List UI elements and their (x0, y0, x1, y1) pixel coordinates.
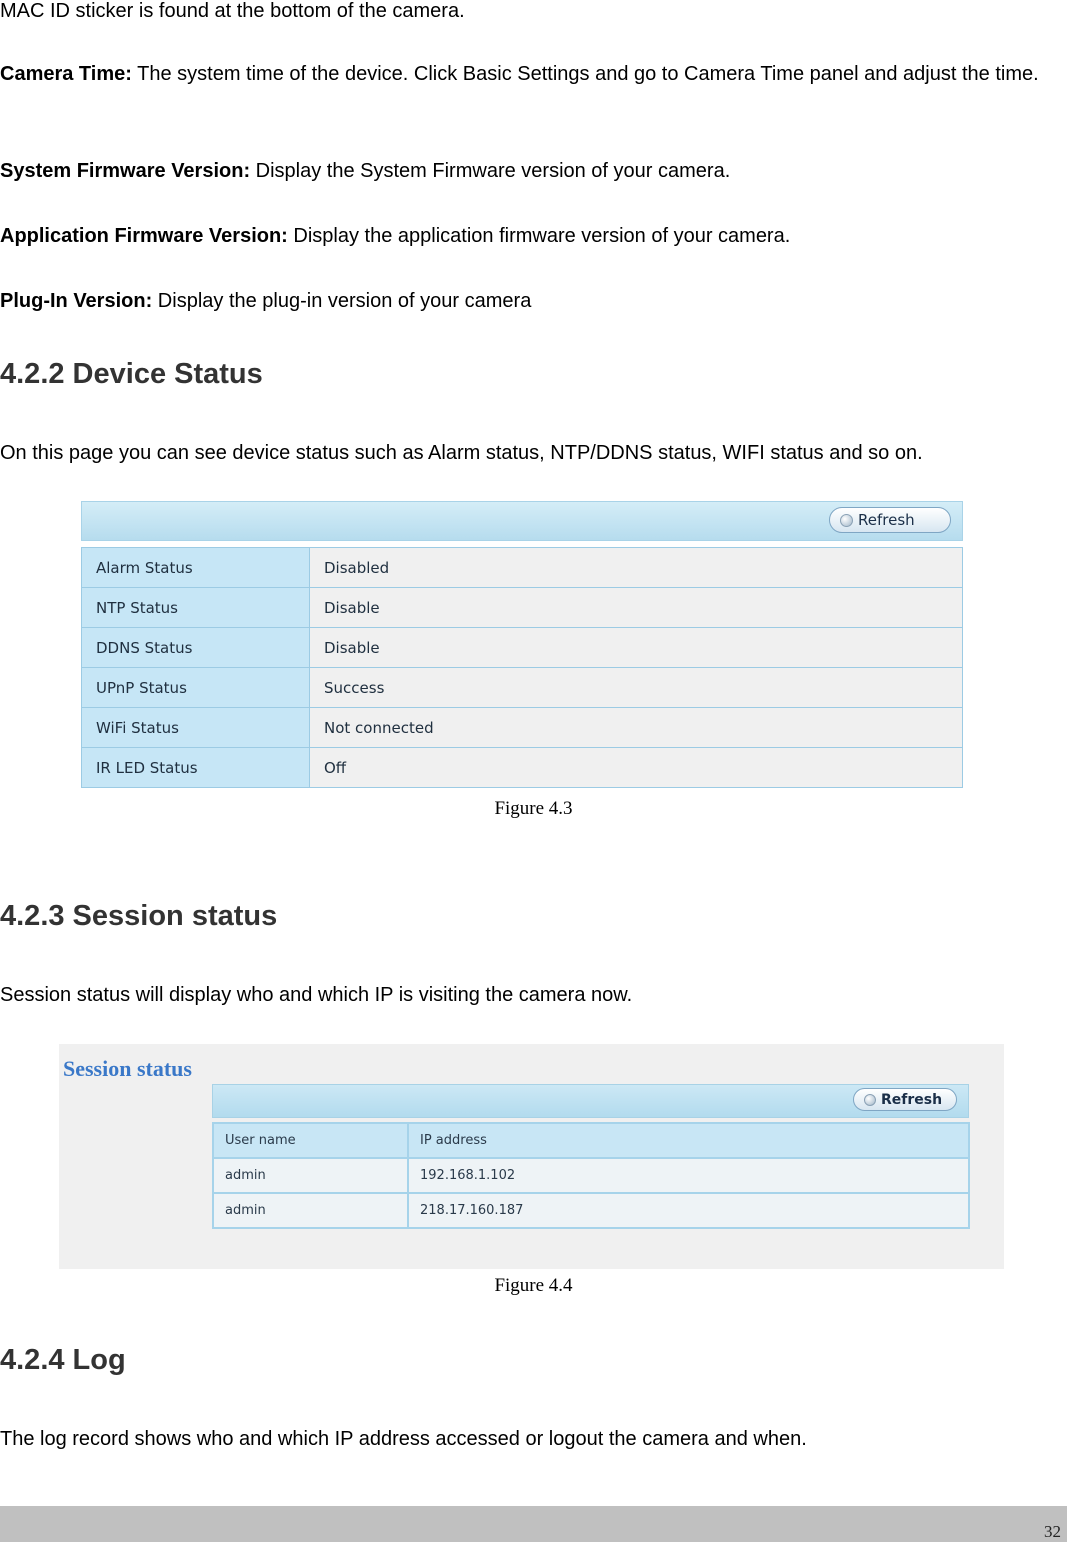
status-value: Off (310, 748, 963, 788)
table-row (82, 588, 963, 628)
refresh-button[interactable] (853, 1088, 957, 1111)
figure-caption: Figure 4.3 (494, 798, 573, 819)
status-label: IR LED Status (82, 748, 310, 788)
system-firmware-paragraph (0, 154, 1067, 188)
table-row (82, 668, 963, 708)
session-status-heading: 4.2.3 Session status (0, 900, 278, 932)
app-firmware-label: Application Firmware Version: (0, 225, 288, 247)
status-label: WiFi Status (82, 708, 310, 748)
session-status-paragraph: Session status will display who and which IP is visiting the camera now. (0, 984, 633, 1006)
device-status-figure (81, 501, 981, 793)
status-value: Not connected (310, 708, 963, 748)
session-status-figure (59, 1044, 1004, 1269)
user-name-cell: admin (213, 1158, 408, 1193)
camera-time-label: Camera Time: (0, 63, 132, 85)
app-firmware-text: Display the application firmware version of your camera. (287, 225, 791, 247)
status-value: Disable (310, 588, 963, 628)
device-status-table (81, 547, 963, 788)
status-label: NTP Status (82, 588, 310, 628)
column-header-user-name: User name (213, 1123, 408, 1158)
refresh-button[interactable] (829, 507, 951, 533)
ip-address-cell: 192.168.1.102 (408, 1158, 969, 1193)
table-row (82, 708, 963, 748)
app-firmware-paragraph (0, 219, 1067, 253)
page-number: 32 (1044, 1522, 1061, 1541)
status-value: Disable (310, 628, 963, 668)
status-label: Alarm Status (82, 548, 310, 588)
user-name-cell: admin (213, 1193, 408, 1228)
figure-caption: Figure 4.4 (494, 1275, 573, 1296)
refresh-button-label: Refresh (858, 511, 915, 529)
session-status-title: Session status (63, 1056, 192, 1081)
page-footer (0, 1506, 1067, 1542)
device-status-paragraph: On this page you can see device status such as Alarm status, NTP/DDNS status, WIFI status and so on. (0, 442, 923, 464)
log-heading: 4.2.4 Log (0, 1344, 126, 1376)
refresh-icon (864, 1094, 876, 1106)
refresh-button-label: Refresh (881, 1091, 943, 1108)
camera-time-paragraph (0, 57, 1067, 91)
plugin-text: Display the plug-in version of your camera (152, 290, 532, 312)
status-label: UPnP Status (82, 668, 310, 708)
table-row (82, 628, 963, 668)
status-value: Success (310, 668, 963, 708)
table-row (213, 1193, 969, 1228)
table-row (82, 548, 963, 588)
table-row (82, 748, 963, 788)
status-label: DDNS Status (82, 628, 310, 668)
system-firmware-label: System Firmware Version: (0, 160, 251, 182)
intro-paragraph: MAC ID sticker is found at the bottom of the camera. (0, 0, 465, 22)
system-firmware-text: Display the System Firmware version of your camera. (250, 160, 731, 182)
table-header-row (213, 1123, 969, 1158)
session-table (212, 1122, 970, 1229)
ip-address-cell: 218.17.160.187 (408, 1193, 969, 1228)
plugin-paragraph (0, 284, 1067, 318)
log-paragraph: The log record shows who and which IP address accessed or logout the camera and when. (0, 1428, 807, 1450)
table-row (213, 1158, 969, 1193)
refresh-icon (840, 514, 853, 527)
plugin-label: Plug-In Version: (0, 290, 153, 312)
device-status-heading: 4.2.2 Device Status (0, 358, 263, 390)
status-value: Disabled (310, 548, 963, 588)
column-header-ip-address: IP address (408, 1123, 969, 1158)
camera-time-text: The system time of the device. Click Basic Settings and go to Camera Time panel and adjust the time. (131, 63, 1039, 85)
